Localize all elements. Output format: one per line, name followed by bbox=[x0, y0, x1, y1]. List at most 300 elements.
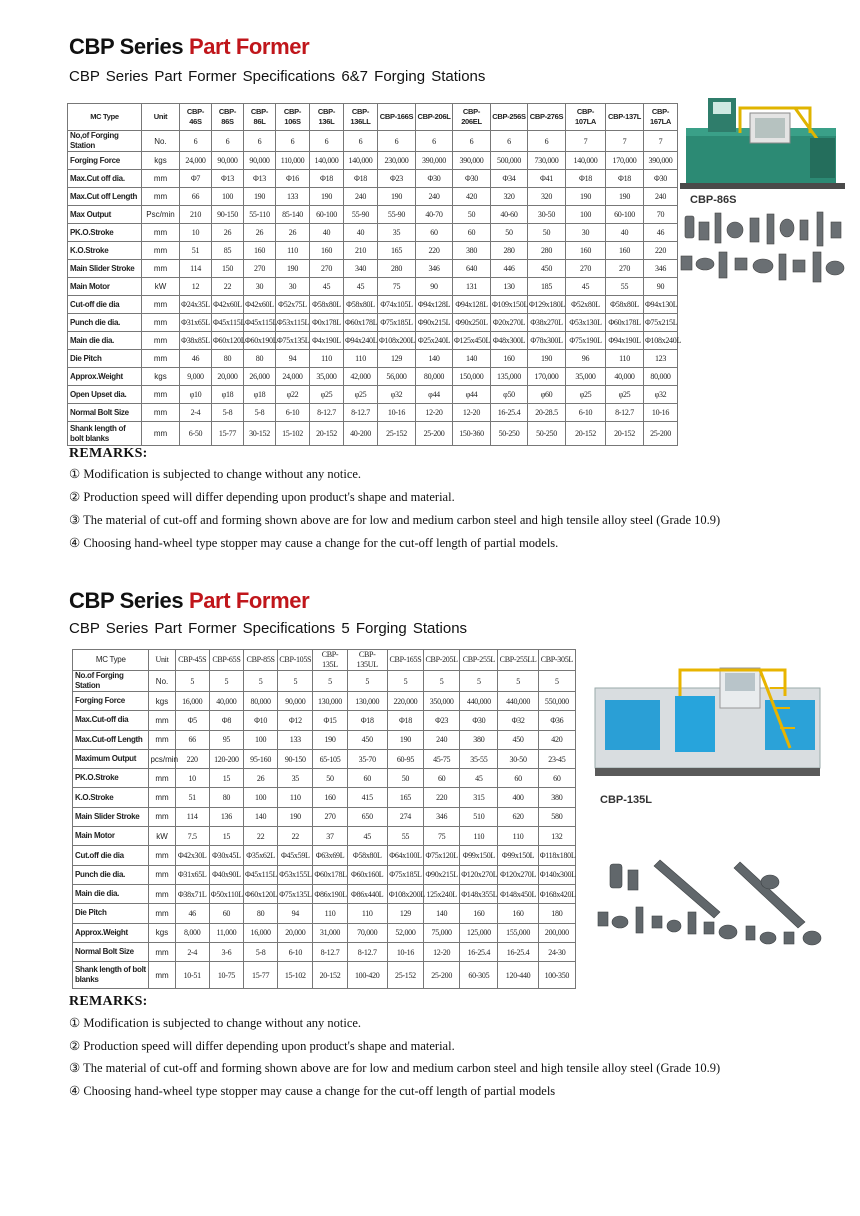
table-cell: Φ13 bbox=[212, 170, 244, 188]
table-row bbox=[73, 904, 576, 923]
section2-remark-4: ④ Choosing hand-wheel type stopper may cause a change for the cut-off length of partial models bbox=[69, 1084, 556, 1098]
table-cell: 60 bbox=[538, 769, 575, 788]
row-unit: kgs bbox=[142, 368, 180, 386]
table-cell: 7.5 bbox=[175, 827, 209, 846]
table-row bbox=[73, 730, 576, 749]
table-cell: 129 bbox=[387, 904, 423, 923]
table-cell: Φ64x100L bbox=[387, 846, 423, 865]
table-cell: 580 bbox=[538, 807, 575, 826]
table-cell: 440,000 bbox=[498, 692, 538, 711]
row-unit: No. bbox=[149, 671, 175, 692]
table-cell: 140 bbox=[416, 350, 453, 368]
table-cell: 50 bbox=[387, 769, 423, 788]
table-cell: 70,000 bbox=[347, 923, 387, 942]
table-cell: Φ45x59L bbox=[278, 846, 313, 865]
table-cell: Φ18 bbox=[606, 170, 644, 188]
table-cell: 26 bbox=[244, 769, 278, 788]
header-unit: Unit bbox=[149, 650, 175, 671]
table-row bbox=[68, 332, 678, 350]
table-cell: 22 bbox=[278, 827, 313, 846]
table-cell: 450 bbox=[528, 260, 566, 278]
table-cell: 55-110 bbox=[244, 206, 276, 224]
header-model: CBP-106S bbox=[276, 104, 310, 131]
table-cell: 66 bbox=[180, 188, 212, 206]
table-cell: 190 bbox=[378, 188, 416, 206]
header-model: CBP-166S bbox=[378, 104, 416, 131]
row-unit: mm bbox=[142, 314, 180, 332]
table-cell: 400 bbox=[498, 788, 538, 807]
table-cell: 95 bbox=[209, 730, 243, 749]
table-cell: Φ90x215L bbox=[416, 314, 453, 332]
table-row bbox=[68, 260, 678, 278]
table-cell: 52,000 bbox=[387, 923, 423, 942]
table-cell: 10-16 bbox=[644, 404, 678, 422]
section1-remark-3: ③ The material of cut-off and forming shown above are for low and medium carbon steel and high tensile alloy steel (Grade 10.9) bbox=[69, 513, 721, 527]
row-unit: kgs bbox=[142, 152, 180, 170]
table-cell: 150 bbox=[212, 260, 244, 278]
table-cell: 30-50 bbox=[498, 749, 538, 768]
table-cell: 270 bbox=[310, 260, 344, 278]
table-cell: Φ148x450L bbox=[498, 884, 538, 903]
table-cell: Φ42x60L bbox=[244, 296, 276, 314]
table-cell: 240 bbox=[424, 730, 460, 749]
table-cell: 55-90 bbox=[378, 206, 416, 224]
header-model: CBP-167LA bbox=[644, 104, 678, 131]
row-unit: mm bbox=[142, 224, 180, 242]
row-label: Shank length of bolt blanks bbox=[73, 962, 149, 989]
table-cell: 150,000 bbox=[453, 368, 491, 386]
row-unit: kgs bbox=[149, 692, 175, 711]
table-row bbox=[73, 807, 576, 826]
row-unit: No. bbox=[142, 131, 180, 152]
table-cell: 446 bbox=[491, 260, 528, 278]
header-model: CBP-206EL bbox=[453, 104, 491, 131]
table-cell: 5 bbox=[244, 671, 278, 692]
row-unit: mm bbox=[149, 884, 175, 903]
table-cell: 20,000 bbox=[278, 923, 313, 942]
row-unit: mm bbox=[149, 769, 175, 788]
row-unit: mm bbox=[149, 788, 175, 807]
table-cell: 46 bbox=[175, 904, 209, 923]
table-cell: Φ129x180L bbox=[528, 296, 566, 314]
table-cell: 26 bbox=[244, 224, 276, 242]
table-cell: Φ120x270L bbox=[460, 865, 498, 884]
table-cell: Φ18 bbox=[344, 170, 378, 188]
table-cell: φ22 bbox=[276, 386, 310, 404]
table-cell: Φ94x130L bbox=[644, 296, 678, 314]
table-cell: Φ60x160L bbox=[347, 865, 387, 884]
table-cell: 8-12.7 bbox=[344, 404, 378, 422]
row-unit: mm bbox=[142, 260, 180, 278]
table-cell: 390,000 bbox=[453, 152, 491, 170]
table-cell: 110 bbox=[460, 827, 498, 846]
row-unit: kW bbox=[142, 278, 180, 296]
table-cell: Φ36 bbox=[538, 711, 575, 730]
table-cell: Φ52x75L bbox=[276, 296, 310, 314]
table-cell: 45 bbox=[344, 278, 378, 296]
row-label: Main Motor bbox=[73, 827, 149, 846]
table-cell: 346 bbox=[644, 260, 678, 278]
table-cell: φ18 bbox=[212, 386, 244, 404]
table-cell: 35,000 bbox=[566, 368, 606, 386]
table-cell: Φ52x80L bbox=[566, 296, 606, 314]
table-cell: 15-77 bbox=[244, 962, 278, 989]
table-cell: 20-28.5 bbox=[528, 404, 566, 422]
table-row bbox=[73, 671, 576, 692]
table-cell: Φ108x200L bbox=[378, 332, 416, 350]
machine-caption-cbp-135l: CBP-135L bbox=[600, 794, 652, 806]
table-cell: 35-55 bbox=[460, 749, 498, 768]
table-cell: 6-50 bbox=[180, 422, 212, 446]
table-cell: 7 bbox=[566, 131, 606, 152]
table-cell: 12-20 bbox=[424, 942, 460, 961]
table-cell: 40 bbox=[606, 224, 644, 242]
table-cell: 346 bbox=[424, 807, 460, 826]
table-cell: 40-200 bbox=[344, 422, 378, 446]
table-cell: 130 bbox=[491, 278, 528, 296]
table-cell: 35 bbox=[378, 224, 416, 242]
table-cell: 320 bbox=[491, 188, 528, 206]
table-cell: Φ30 bbox=[453, 170, 491, 188]
table-row bbox=[73, 692, 576, 711]
table-row bbox=[73, 749, 576, 768]
row-label: Punch die dia. bbox=[73, 865, 149, 884]
table-cell: φ50 bbox=[491, 386, 528, 404]
table-cell: 140 bbox=[244, 807, 278, 826]
row-unit: mm bbox=[149, 942, 175, 961]
table-cell: Φ0x178L bbox=[310, 314, 344, 332]
table-cell: 55 bbox=[606, 278, 644, 296]
table-cell: 450 bbox=[498, 730, 538, 749]
table-cell: 140,000 bbox=[344, 152, 378, 170]
table-cell: 129 bbox=[378, 350, 416, 368]
row-unit: mm bbox=[142, 242, 180, 260]
table-cell: φ60 bbox=[528, 386, 566, 404]
row-label: Forging Force bbox=[73, 692, 149, 711]
table-cell: Φ53x115L bbox=[276, 314, 310, 332]
table-cell: 5-8 bbox=[244, 942, 278, 961]
table-cell: 440,000 bbox=[460, 692, 498, 711]
table-cell: 380 bbox=[453, 242, 491, 260]
table-cell: 160 bbox=[460, 904, 498, 923]
table-cell: 190 bbox=[310, 188, 344, 206]
machine-photo-cbp-86s bbox=[680, 88, 845, 198]
table-cell: Φ18 bbox=[347, 711, 387, 730]
table-cell: 95-160 bbox=[244, 749, 278, 768]
table-cell: Φ24x35L bbox=[180, 296, 212, 314]
table-cell: 23-45 bbox=[538, 749, 575, 768]
header-model: CBP-135UL bbox=[347, 650, 387, 671]
table-cell: 70 bbox=[644, 206, 678, 224]
table-cell: 6 bbox=[416, 131, 453, 152]
table-cell: 85-140 bbox=[276, 206, 310, 224]
row-label: PK.O.Stroke bbox=[73, 769, 149, 788]
table-cell: 20-152 bbox=[310, 422, 344, 446]
table-cell: 50-250 bbox=[491, 422, 528, 446]
table-cell: 46 bbox=[180, 350, 212, 368]
table-cell: 45-75 bbox=[424, 749, 460, 768]
table-cell: 110 bbox=[347, 904, 387, 923]
table-cell: Φ8 bbox=[209, 711, 243, 730]
section2-remarks-title: REMARKS: bbox=[69, 994, 148, 1009]
table-cell: φ10 bbox=[180, 386, 212, 404]
table-cell: Φ75x135L bbox=[278, 884, 313, 903]
header-model: CBP-256S bbox=[491, 104, 528, 131]
table-cell: Φ42x60L bbox=[212, 296, 244, 314]
table-cell: 133 bbox=[276, 188, 310, 206]
row-unit: mm bbox=[149, 711, 175, 730]
section1-remark-4: ④ Choosing hand-wheel type stopper may cause a change for the cut-off length of partial models. bbox=[69, 536, 559, 550]
table-cell: 10-16 bbox=[387, 942, 423, 961]
table-cell: 5 bbox=[460, 671, 498, 692]
table-cell: 60 bbox=[424, 769, 460, 788]
row-unit: mm bbox=[149, 846, 175, 865]
table-cell: 190 bbox=[606, 188, 644, 206]
table-cell: Φ45x115L bbox=[244, 314, 276, 332]
table-cell: 140 bbox=[453, 350, 491, 368]
row-unit: mm bbox=[142, 422, 180, 446]
row-label: Max.Cut off Length bbox=[68, 188, 142, 206]
table-row bbox=[68, 350, 678, 368]
row-label: Main die dia. bbox=[68, 332, 142, 350]
table-cell: 210 bbox=[180, 206, 212, 224]
header-model: CBP-255L bbox=[460, 650, 498, 671]
table-cell: 420 bbox=[453, 188, 491, 206]
table-cell: 6 bbox=[378, 131, 416, 152]
table-cell: 100 bbox=[244, 730, 278, 749]
table-cell: 5 bbox=[387, 671, 423, 692]
table-cell: 3-6 bbox=[209, 942, 243, 961]
table-cell: φ18 bbox=[244, 386, 276, 404]
spec-table-6-7-stations bbox=[67, 103, 682, 446]
row-label: Main Slider Stroke bbox=[73, 807, 149, 826]
row-unit: kgs bbox=[149, 923, 175, 942]
table-cell: 75 bbox=[378, 278, 416, 296]
table-cell: 185 bbox=[528, 278, 566, 296]
table-cell: 6 bbox=[180, 131, 212, 152]
table-cell: 50-250 bbox=[528, 422, 566, 446]
row-unit: mm bbox=[149, 807, 175, 826]
row-label: Max.Cut-off Length bbox=[73, 730, 149, 749]
table-cell: Φ60x178L bbox=[344, 314, 378, 332]
table-cell: 450 bbox=[347, 730, 387, 749]
table-cell: φ44 bbox=[416, 386, 453, 404]
header-model: CBP-65S bbox=[209, 650, 243, 671]
table-cell: 10 bbox=[175, 769, 209, 788]
table-cell: 40 bbox=[310, 224, 344, 242]
row-label: Main Slider Stroke bbox=[68, 260, 142, 278]
row-label: Die Pitch bbox=[68, 350, 142, 368]
table-cell: 620 bbox=[498, 807, 538, 826]
table-cell: 60 bbox=[453, 224, 491, 242]
table-cell: Φ86x440L bbox=[347, 884, 387, 903]
table-cell: 123 bbox=[644, 350, 678, 368]
table-cell: 45 bbox=[310, 278, 344, 296]
table-cell: φ25 bbox=[310, 386, 344, 404]
table-cell: 220 bbox=[416, 242, 453, 260]
table-cell: 730,000 bbox=[528, 152, 566, 170]
table-cell: Φ18 bbox=[310, 170, 344, 188]
table-cell: Φ75x190L bbox=[566, 332, 606, 350]
table-cell: 7 bbox=[606, 131, 644, 152]
row-unit: mm bbox=[149, 904, 175, 923]
table-cell: 5-8 bbox=[244, 404, 276, 422]
header-model: CBP-86L bbox=[244, 104, 276, 131]
table-cell: Φ12 bbox=[278, 711, 313, 730]
table-cell: Φ15 bbox=[313, 711, 347, 730]
header-mc-type: MC Type bbox=[68, 104, 142, 131]
section2-remark-2: ② Production speed will differ depending upon product's shape and material. bbox=[69, 1039, 455, 1053]
table-cell: 150-360 bbox=[453, 422, 491, 446]
table-cell: 350,000 bbox=[424, 692, 460, 711]
table-cell: φ25 bbox=[606, 386, 644, 404]
row-unit: mm bbox=[142, 188, 180, 206]
table-cell: 380 bbox=[538, 788, 575, 807]
row-unit: mm bbox=[149, 730, 175, 749]
table-cell: 110 bbox=[276, 242, 310, 260]
table-cell: 6 bbox=[276, 131, 310, 152]
table-cell: Φ45x115L bbox=[244, 865, 278, 884]
table-cell: 133 bbox=[278, 730, 313, 749]
table-cell: 90 bbox=[644, 278, 678, 296]
forged-parts-photo-1 bbox=[675, 208, 853, 298]
table-cell: 190 bbox=[566, 188, 606, 206]
machine-caption-cbp-86s: CBP-86S bbox=[690, 194, 737, 206]
table-cell: Φ13 bbox=[244, 170, 276, 188]
table-cell: 16-25.4 bbox=[491, 404, 528, 422]
spec-table-5-stations bbox=[72, 649, 576, 989]
table-cell: 160 bbox=[244, 242, 276, 260]
table-row bbox=[73, 846, 576, 865]
table-cell: φ44 bbox=[453, 386, 491, 404]
table-cell: 220 bbox=[424, 788, 460, 807]
table-cell: Φ75x185L bbox=[387, 865, 423, 884]
table-cell: 46 bbox=[644, 224, 678, 242]
table-cell: 340 bbox=[344, 260, 378, 278]
table-cell: 125x240L bbox=[424, 884, 460, 903]
table-cell: 50 bbox=[528, 224, 566, 242]
table-cell: 11,000 bbox=[209, 923, 243, 942]
table-cell: 155,000 bbox=[498, 923, 538, 942]
table-cell: 25-200 bbox=[424, 962, 460, 989]
table-cell: 220 bbox=[175, 749, 209, 768]
table-cell: Φ58x80L bbox=[606, 296, 644, 314]
table-cell: 80 bbox=[212, 350, 244, 368]
header-model: CBP-136L bbox=[310, 104, 344, 131]
table-cell: 16,000 bbox=[244, 923, 278, 942]
table-cell: 110 bbox=[498, 827, 538, 846]
table-cell: 210 bbox=[344, 242, 378, 260]
table-cell: 8,000 bbox=[175, 923, 209, 942]
table-cell: 30-50 bbox=[528, 206, 566, 224]
table-cell: 51 bbox=[175, 788, 209, 807]
table-cell: 160 bbox=[498, 904, 538, 923]
table-cell: 55 bbox=[387, 827, 423, 846]
table-cell: 140,000 bbox=[310, 152, 344, 170]
table-cell: 40,000 bbox=[606, 368, 644, 386]
table-row bbox=[68, 422, 678, 446]
table-cell: 10-16 bbox=[378, 404, 416, 422]
table-cell: 65-105 bbox=[313, 749, 347, 768]
table-cell: 390,000 bbox=[644, 152, 678, 170]
table-cell: 40-70 bbox=[416, 206, 453, 224]
row-unit: mm bbox=[142, 296, 180, 314]
table-cell: Φ60x178L bbox=[606, 314, 644, 332]
table-cell: 8-12.7 bbox=[310, 404, 344, 422]
row-label: No.of Forging Station bbox=[73, 671, 149, 692]
table-cell: 24,000 bbox=[276, 368, 310, 386]
table-cell: 160 bbox=[491, 350, 528, 368]
table-cell: 30 bbox=[566, 224, 606, 242]
table-cell: Φ58x80L bbox=[344, 296, 378, 314]
table-cell: 96 bbox=[566, 350, 606, 368]
table-cell: Φ75x185L bbox=[378, 314, 416, 332]
table-cell: 200,000 bbox=[538, 923, 575, 942]
table-cell: 45 bbox=[347, 827, 387, 846]
table-cell: 230,000 bbox=[378, 152, 416, 170]
table-cell: 2-4 bbox=[175, 942, 209, 961]
table-cell: 8-12.7 bbox=[347, 942, 387, 961]
table-cell: 15 bbox=[209, 827, 243, 846]
row-label: PK.O.Stroke bbox=[68, 224, 142, 242]
table-cell: 6 bbox=[453, 131, 491, 152]
table-cell: 16-25.4 bbox=[498, 942, 538, 961]
table-cell: 160 bbox=[566, 242, 606, 260]
row-label: Main Motor bbox=[68, 278, 142, 296]
table-cell: Φ90x250L bbox=[453, 314, 491, 332]
table-cell: 22 bbox=[244, 827, 278, 846]
table-cell: 10 bbox=[180, 224, 212, 242]
table-cell: 650 bbox=[347, 807, 387, 826]
table-cell: 30 bbox=[244, 278, 276, 296]
table-cell: 50 bbox=[313, 769, 347, 788]
header-model: CBP-86S bbox=[212, 104, 244, 131]
table-cell: 6 bbox=[212, 131, 244, 152]
table-cell: 45 bbox=[460, 769, 498, 788]
table-cell: 8-12.7 bbox=[606, 404, 644, 422]
row-unit: mm bbox=[142, 170, 180, 188]
row-label: Normal Bolt Size bbox=[73, 942, 149, 961]
table-cell: φ32 bbox=[378, 386, 416, 404]
table-cell: 56,000 bbox=[378, 368, 416, 386]
table-cell: 10-51 bbox=[175, 962, 209, 989]
header-model: CBP-305L bbox=[538, 650, 575, 671]
table-row bbox=[73, 788, 576, 807]
table-cell: 114 bbox=[175, 807, 209, 826]
table-cell: 80,000 bbox=[244, 692, 278, 711]
table-cell: 12 bbox=[180, 278, 212, 296]
table-cell: 110 bbox=[310, 350, 344, 368]
table-cell: 12-20 bbox=[453, 404, 491, 422]
table-cell: Φ31x65L bbox=[180, 314, 212, 332]
table-cell: 25-200 bbox=[644, 422, 678, 446]
table-cell: 190 bbox=[528, 350, 566, 368]
header-model: CBP-85S bbox=[244, 650, 278, 671]
table-cell: 90,000 bbox=[278, 692, 313, 711]
table-cell: Φ25x240L bbox=[416, 332, 453, 350]
table-row bbox=[68, 170, 678, 188]
table-cell: 30-152 bbox=[244, 422, 276, 446]
table-cell: 94 bbox=[276, 350, 310, 368]
table-header-row bbox=[68, 104, 678, 131]
table-cell: 120-200 bbox=[209, 749, 243, 768]
section1-subtitle: CBP Series Part Former Specifications 6&7 Forging Stations bbox=[69, 68, 486, 85]
table-cell: 550,000 bbox=[538, 692, 575, 711]
table-cell: Φ30 bbox=[644, 170, 678, 188]
table-cell: Φ75x135L bbox=[276, 332, 310, 350]
table-cell: 110 bbox=[344, 350, 378, 368]
table-cell: 20-152 bbox=[566, 422, 606, 446]
